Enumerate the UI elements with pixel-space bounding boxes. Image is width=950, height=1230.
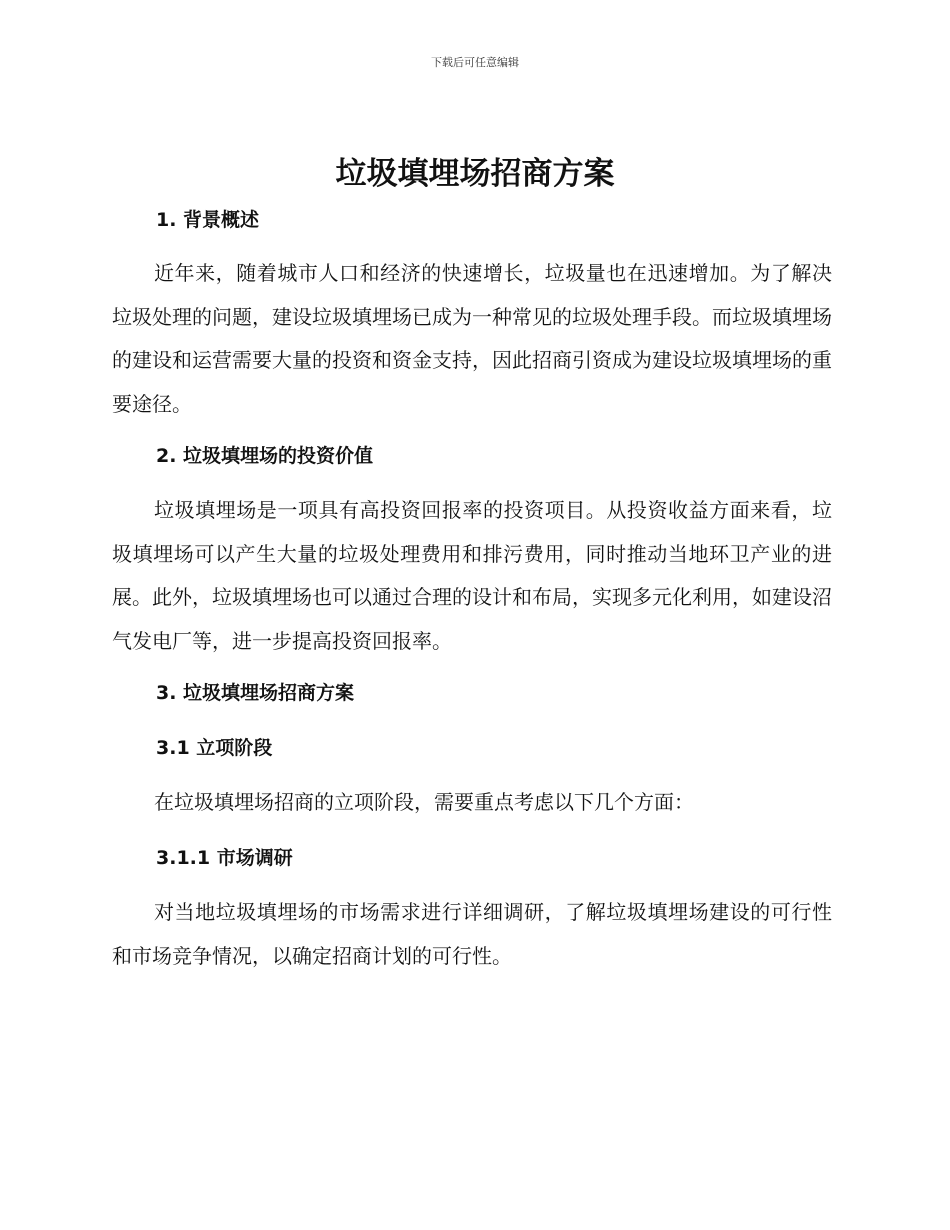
section-paragraph-investment-value: 垃圾填埋场是一项具有高投资回报率的投资项目。从投资收益方面来看，垃圾填埋场可以产生大量的垃圾处理费用和排污费用，同时推动当地环卫产业的进展。此外，垃圾填埋场也可以通过合理的设计和布局，实现多元化利用，如建设沼气发电厂等，进一步提高投资回报率。 [112, 498, 832, 653]
section-paragraph-background: 近年来，随着城市人口和经济的快速增长，垃圾量也在迅速增加。为了解决垃圾处理的问题，建设垃圾填埋场已成为一种常见的垃圾处理手段。而垃圾填埋场的建设和运营需要大量的投资和资金支持，因此招商引资成为建设垃圾填埋场的重要途径。 [112, 261, 832, 416]
section-heading-investment-value: 2. 垃圾填埋场的投资价值 [156, 445, 374, 467]
page-header-note: 下载后可任意编辑 [431, 56, 519, 69]
subsection-heading-project-stage: 3.1 立项阶段 [156, 737, 273, 759]
subsection-paragraph-market-research: 对当地垃圾填埋场的市场需求进行详细调研，了解垃圾填埋场建设的可行性和市场竞争情况，以确定招商计划的可行性。 [112, 900, 832, 968]
document-title: 垃圾填埋场招商方案 [335, 156, 615, 192]
subsection-paragraph-project-stage: 在垃圾填埋场招商的立项阶段，需要重点考虑以下几个方面： [154, 790, 694, 814]
section-heading-background: 1. 背景概述 [156, 209, 260, 231]
subsection-heading-market-research: 3.1.1 市场调研 [156, 847, 293, 869]
section-heading-investment-plan: 3. 垃圾填埋场招商方案 [156, 682, 355, 704]
